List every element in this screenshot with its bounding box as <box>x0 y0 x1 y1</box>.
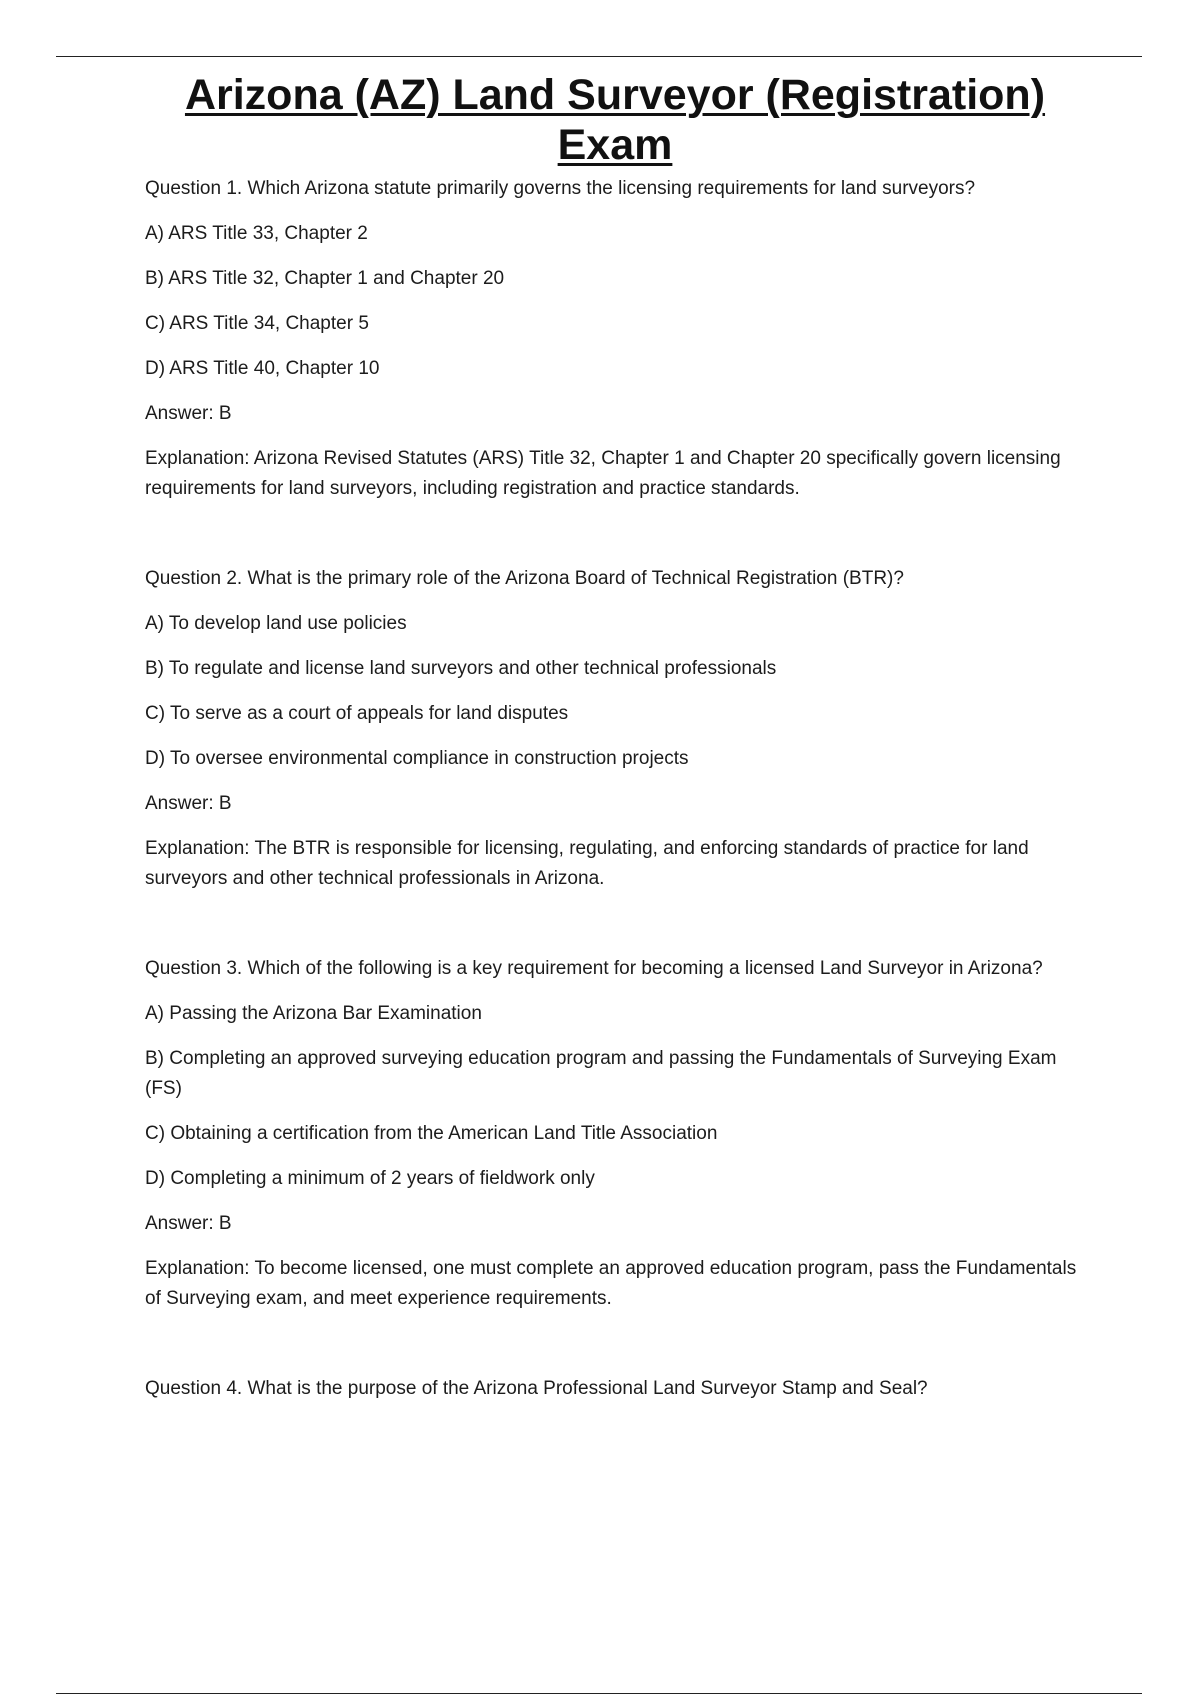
answer: Answer: B <box>145 793 232 814</box>
question-text: Question 4. What is the purpose of the Arizona Professional Land Surveyor Stamp and Seal? <box>145 1378 928 1399</box>
explanation: Explanation: To become licensed, one must complete an approved education program, pass the Fundamentals of Surveying exam, and meet experience requirements. <box>145 1258 1077 1309</box>
option-c: C) To serve as a court of appeals for land disputes <box>145 703 569 724</box>
question-text: Question 3. Which of the following is a key requirement for becoming a licensed Land Surveyor in Arizona? <box>145 958 1043 979</box>
option-b: B) ARS Title 32, Chapter 1 and Chapter 20 <box>145 268 505 289</box>
explanation: Explanation: The BTR is responsible for licensing, regulating, and enforcing standards of practice for land surveyors and other technical professionals in Arizona. <box>145 838 1029 889</box>
option-a: A) Passing the Arizona Bar Examination <box>145 1003 482 1024</box>
document-body <box>145 174 1085 1404</box>
question-text: Question 2. What is the primary role of the Arizona Board of Technical Registration (BTR)? <box>145 568 904 589</box>
question-block-1 <box>145 174 1085 504</box>
question-block-4 <box>145 1374 1085 1404</box>
question-text: Question 1. Which Arizona statute primarily governs the licensing requirements for land surveyors? <box>145 178 976 199</box>
question-block-3 <box>145 954 1085 1314</box>
page-title: Arizona (AZ) Land Surveyor (Registration) Exam <box>184 71 1046 169</box>
option-b: B) To regulate and license land surveyors and other technical professionals <box>145 658 777 679</box>
option-d: D) Completing a minimum of 2 years of fieldwork only <box>145 1168 595 1189</box>
option-b: B) Completing an approved surveying education program and passing the Fundamentals of Surveying Exam (FS) <box>145 1048 1057 1099</box>
explanation: Explanation: Arizona Revised Statutes (ARS) Title 32, Chapter 1 and Chapter 20 specifically govern licensing requirements for land surveyors, including registration and practice standards. <box>145 448 1061 499</box>
option-c: C) ARS Title 34, Chapter 5 <box>145 313 369 334</box>
option-a: A) To develop land use policies <box>145 613 407 634</box>
option-a: A) ARS Title 33, Chapter 2 <box>145 223 368 244</box>
option-d: D) To oversee environmental compliance in construction projects <box>145 748 689 769</box>
header-rule <box>56 56 1142 57</box>
footer-rule <box>56 1693 1142 1694</box>
question-block-2 <box>145 564 1085 894</box>
answer: Answer: B <box>145 403 232 424</box>
option-c: C) Obtaining a certification from the American Land Title Association <box>145 1123 718 1144</box>
answer: Answer: B <box>145 1213 232 1234</box>
option-d: D) ARS Title 40, Chapter 10 <box>145 358 380 379</box>
